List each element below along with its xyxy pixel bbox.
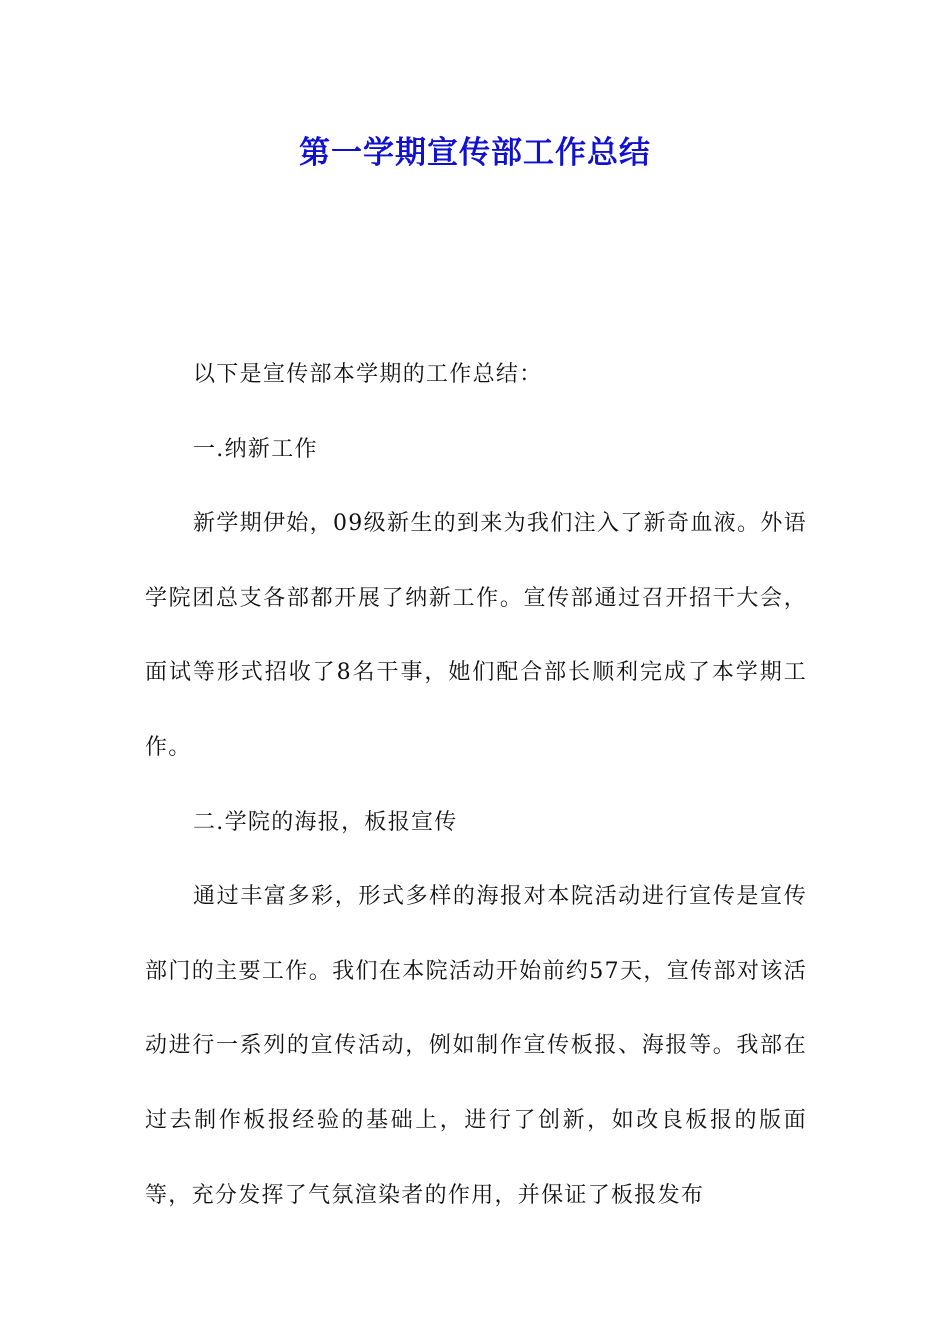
document-title: 第一学期宣传部工作总结	[299, 135, 651, 171]
paragraph-recruitment: 新学期伊始，09级新生的到来为我们注入了新奇血液。外语学院团总支各部都开展了纳新工作。宣传部通过召开招干大会，面试等形式招收了8名干事，她们配合部长顺利完成了本学期工作。	[145, 511, 807, 760]
paragraph-posters: 通过丰富多彩，形式多样的海报对本院活动进行宣传是宣传部门的主要工作。我们在本院活动开始前约57天，宣传部对该活动进行一系列的宣传活动，例如制作宣传板报、海报等。我部在过去制作板报经验的基础上，进行了创新，如改良板报的版面等，充分发挥了气氛渲染者的作用，并保证了板报发布	[145, 884, 807, 1208]
document-body	[145, 338, 807, 1233]
section-heading-posters: 二.学院的海报，板报宣传	[193, 809, 458, 835]
section-heading-recruitment: 一.纳新工作	[193, 436, 318, 462]
paragraph-intro: 以下是宣传部本学期的工作总结：	[193, 362, 543, 387]
